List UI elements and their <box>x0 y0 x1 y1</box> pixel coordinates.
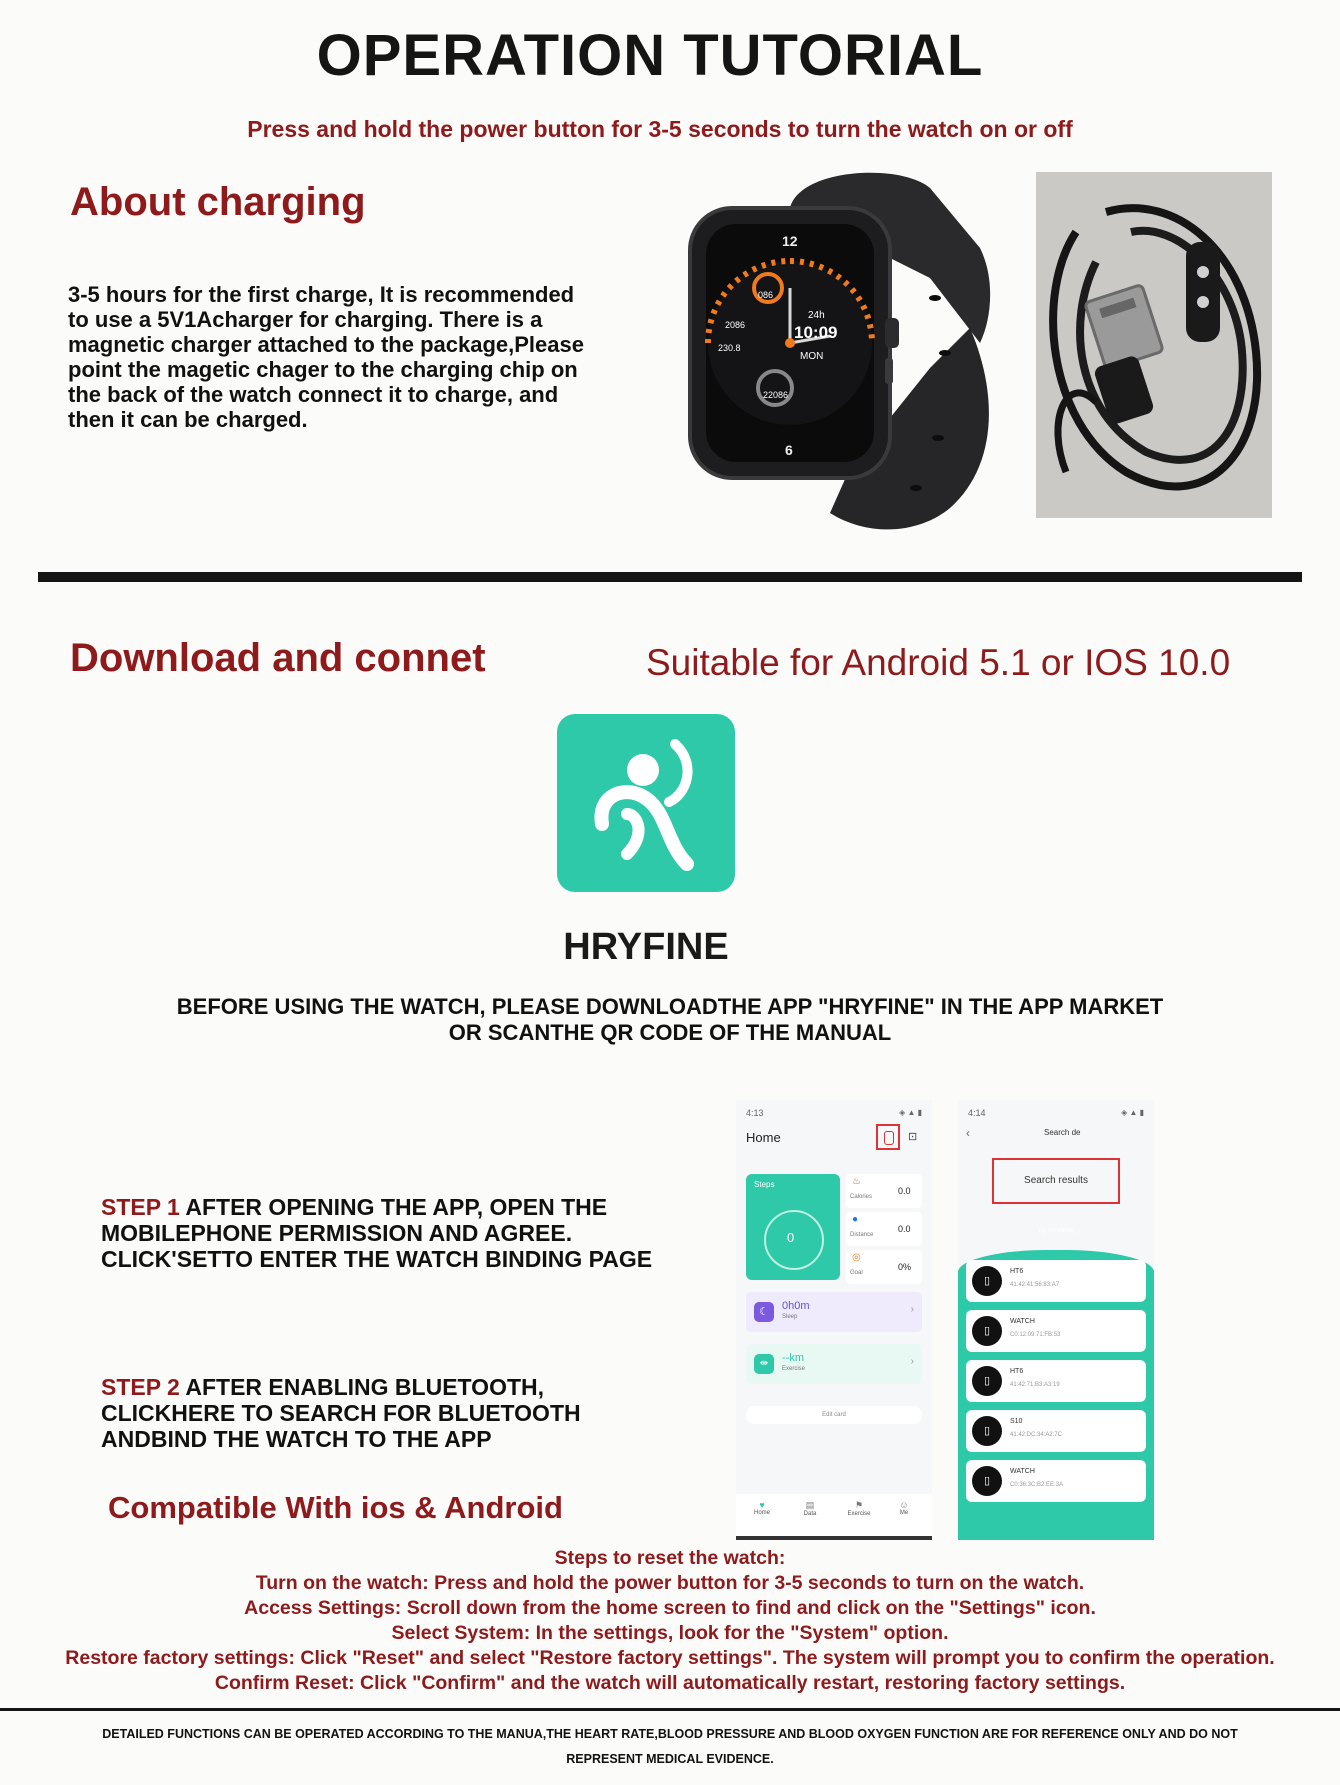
moon-icon: ☾ <box>754 1302 774 1322</box>
watch-steps: 2086 <box>725 320 746 330</box>
flame-icon: ♨ <box>852 1176 861 1187</box>
scan-icon[interactable]: ⊡ <box>908 1131 918 1143</box>
search-results-button[interactable]: Search results <box>992 1158 1120 1204</box>
watch-device-icon: ▯ <box>972 1466 1002 1496</box>
watch-device-icon: ▯ <box>972 1316 1002 1346</box>
goal-label: Goal <box>850 1270 863 1276</box>
step-1-label: STEP 1 <box>101 1194 180 1220</box>
os-compat: Suitable for Android 5.1 or IOS 10.0 <box>646 642 1231 683</box>
phone-time: 4:14 <box>968 1108 986 1118</box>
compatible-note: Compatible With ios & Android <box>108 1490 563 1525</box>
watch-heart: 086 <box>758 290 774 300</box>
reset-step: Restore factory settings: Click "Reset" and select "Restore factory settings". The system will prompt you to confirm the operation. <box>65 1647 1275 1669</box>
device-row[interactable] <box>966 1310 1146 1352</box>
download-heading: Download and connet <box>70 636 486 680</box>
steps-label: Steps <box>754 1180 775 1189</box>
nav-me-label: Me <box>899 1510 909 1516</box>
phone-time: 4:13 <box>746 1108 764 1118</box>
charging-line: to use a 5V1Acharger for charging. There is a <box>68 307 543 332</box>
dumbbell-icon: ⇹ <box>754 1354 774 1374</box>
sleep-card[interactable] <box>746 1292 922 1332</box>
charging-line: point the magetic chager to the charging chip on <box>68 357 578 382</box>
notice-line: BEFORE USING THE WATCH, PLEASE DOWNLOADTHE APP "HRYFINE" IN THE APP MARKET <box>176 994 1164 1019</box>
reset-title: Steps to reset the watch: <box>554 1547 786 1569</box>
calories-card[interactable] <box>846 1174 922 1208</box>
step-1-text: MOBILEPHONE PERMISSION AND AGREE. <box>101 1220 573 1246</box>
device-mac: 41:42:41:56:83:A7 <box>1010 1282 1060 1288</box>
status-icons: ◈ ▲ ▮ <box>899 1108 922 1117</box>
footer-divider <box>0 1708 1340 1711</box>
charging-heading: About charging <box>70 180 366 224</box>
watch-distance: 230.8 <box>718 343 741 353</box>
search-title: Search de <box>1044 1128 1081 1137</box>
step-1-text: CLICK'SETTO ENTER THE WATCH BINDING PAGE <box>101 1246 653 1272</box>
bottom-nav <box>736 1494 932 1540</box>
distance-label: Distance <box>850 1232 874 1238</box>
charging-line: 3-5 hours for the first charge, It is recommended <box>68 282 575 307</box>
user-icon: ☺ <box>899 1500 909 1510</box>
charging-line: magnetic charger attached to the package,Please <box>68 332 584 357</box>
sleep-value: 0h0m <box>782 1300 810 1312</box>
nav-data[interactable] <box>798 1500 822 1517</box>
smartwatch-image <box>680 168 1010 538</box>
device-name: S10 <box>1010 1418 1023 1425</box>
step-2 <box>101 1374 721 1452</box>
run-icon: ⚑ <box>854 1500 864 1510</box>
watch-day: MON <box>800 351 824 362</box>
watch-device-icon: ▯ <box>972 1266 1002 1296</box>
page-title: OPERATION TUTORIAL <box>316 23 984 88</box>
steps-card[interactable] <box>746 1174 840 1280</box>
device-row[interactable] <box>966 1460 1146 1502</box>
device-name: HT6 <box>1010 1368 1024 1375</box>
goal-value: 0% <box>898 1262 912 1272</box>
power-note: Press and hold the power button for 3-5 seconds to turn the watch on or off <box>247 116 1073 142</box>
hryfine-app-icon <box>557 714 735 892</box>
device-mac: C0:36:3C:B2:EE:3A <box>1010 1482 1064 1488</box>
watch-12: 12 <box>782 233 798 249</box>
steps-value: 0 <box>787 1230 795 1245</box>
reset-step: Access Settings: Scroll down from the home screen to find and click on the "Settings" icon. <box>244 1597 1096 1619</box>
charging-line: the back of the watch connect it to charge, and <box>68 382 559 407</box>
chevron-right-icon: › <box>910 1356 914 1367</box>
nav-me[interactable] <box>892 1500 916 1516</box>
download-notice <box>60 994 1280 1046</box>
reset-step: Turn on the watch: Press and hold the power button for 3-5 seconds to turn on the watch. <box>255 1572 1085 1594</box>
goal-icon: ◎ <box>852 1252 861 1263</box>
exercise-card[interactable] <box>746 1344 922 1384</box>
device-name: WATCH <box>1010 1468 1035 1475</box>
back-icon[interactable]: ‹ <box>966 1126 970 1140</box>
notice-line: OR SCANTHE QR CODE OF THE MANUAL <box>448 1020 892 1045</box>
watch-6: 6 <box>785 442 793 458</box>
distance-card[interactable] <box>846 1212 922 1246</box>
step-1-text: AFTER OPENING THE APP, OPEN THE <box>179 1194 608 1220</box>
step-2-text: CLICKHERE TO SEARCH FOR BLUETOOTH <box>101 1400 581 1426</box>
nav-home-label: Home <box>753 1510 770 1516</box>
phone-home-title: Home <box>746 1130 781 1145</box>
nav-home[interactable] <box>750 1500 774 1516</box>
device-mac: C0:12:09:71:FB:53 <box>1010 1332 1061 1338</box>
sleep-label: Sleep <box>782 1314 798 1320</box>
exercise-value: --km <box>782 1352 804 1364</box>
exercise-label: Exercise <box>782 1366 806 1372</box>
step-1 <box>101 1194 721 1272</box>
watch-24h: 24h <box>808 310 825 321</box>
section-divider <box>38 572 1302 582</box>
watch-icon <box>884 1131 894 1145</box>
calories-value: 0.0 <box>898 1186 911 1196</box>
calories-label: Calories <box>850 1194 873 1200</box>
app-name: HRYFINE <box>563 926 729 968</box>
watch-device-icon: ▯ <box>972 1416 1002 1446</box>
reset-step: Select System: In the settings, look for the "System" option. <box>391 1622 949 1644</box>
step-2-text: AFTER ENABLING BLUETOOTH, <box>179 1374 545 1400</box>
reset-step: Confirm Reset: Click "Confirm" and the watch will automatically restart, restoring factory settings. <box>214 1672 1126 1694</box>
goal-card[interactable] <box>846 1250 922 1284</box>
status-icons: ◈ ▲ ▮ <box>1121 1108 1144 1117</box>
watch-time: 10:09 <box>794 323 838 342</box>
watch-device-icon: ▯ <box>972 1366 1002 1396</box>
device-mac: 41:42:71:B3:A3:19 <box>1010 1382 1060 1388</box>
heart-icon: ♥ <box>759 1500 765 1510</box>
device-row[interactable] <box>966 1360 1146 1402</box>
watch-calories: 22086 <box>763 390 789 400</box>
step-2-label: STEP 2 <box>101 1374 180 1400</box>
device-row[interactable] <box>966 1260 1146 1302</box>
distance-value: 0.0 <box>898 1224 911 1234</box>
refreshing-text: Try refreshing <box>1037 1228 1075 1234</box>
device-name: WATCH <box>1010 1318 1035 1325</box>
device-name: HT6 <box>1010 1268 1024 1275</box>
location-icon: ● <box>852 1214 859 1225</box>
disclaimer-line: REPRESENT MEDICAL EVIDENCE. <box>566 1752 774 1766</box>
device-mac: 41:42:DC:34:A2:7C <box>1010 1432 1063 1438</box>
charging-text <box>68 282 668 432</box>
step-2-text: ANDBIND THE WATCH TO THE APP <box>101 1426 492 1452</box>
disclaimer-line: DETAILED FUNCTIONS CAN BE OPERATED ACCORDING TO THE MANUA,THE HEART RATE,BLOOD PRESSURE AND BLOOD OXYGEN FUNCTION ARE FOR REFERENCE ONLY AND DO NOT <box>102 1727 1238 1741</box>
phone-home-screenshot <box>736 1100 932 1540</box>
home-indicator <box>736 1536 932 1540</box>
watch-add-button[interactable] <box>876 1124 900 1150</box>
disclaimer <box>60 1722 1280 1772</box>
nav-exercise[interactable] <box>844 1500 874 1517</box>
chart-icon: ▤ <box>805 1500 815 1510</box>
chevron-right-icon: › <box>910 1304 914 1315</box>
charging-cable-image <box>1036 172 1272 518</box>
nav-data-label: Data <box>803 1511 817 1517</box>
edit-card-button[interactable]: Edit card <box>746 1406 922 1424</box>
device-row[interactable] <box>966 1410 1146 1452</box>
nav-exercise-label: Exercise <box>847 1511 871 1517</box>
charging-line: then it can be charged. <box>68 407 308 432</box>
